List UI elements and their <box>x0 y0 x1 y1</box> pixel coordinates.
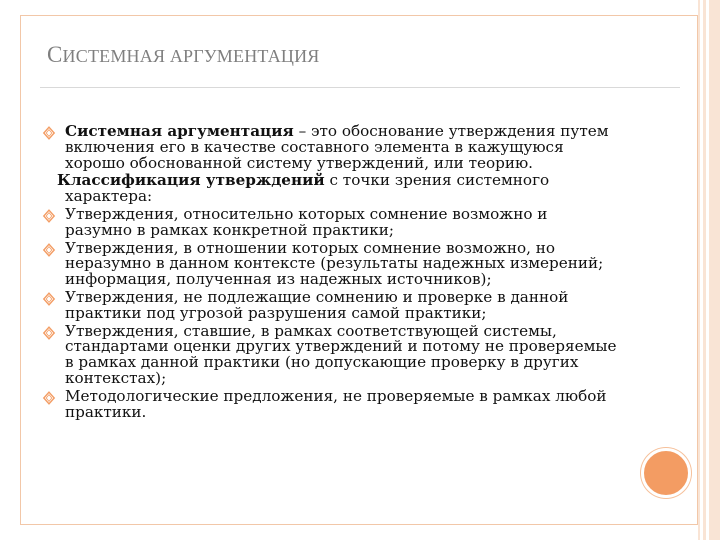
list-item-text: Утверждения, ставшие, в рамках соответствующей системы, стандартами оценки других утверждений и потому не проверяемые в рамках данной практики (но допускающие проверку в других контекстах); <box>65 321 617 387</box>
orange-circle-decoration <box>641 448 691 498</box>
list-item <box>42 321 617 387</box>
list-item <box>42 386 617 421</box>
title-initial: С <box>47 42 63 67</box>
classification-text-first: с точки зрения системного <box>324 171 550 190</box>
classification-text-second: характера: <box>65 187 153 206</box>
hollow-diamond-bullet-icon <box>42 243 56 257</box>
title-rest: ИСТЕМНАЯ АРГУМЕНТАЦИЯ <box>62 46 320 66</box>
intro-term: Системная аргументация <box>65 122 294 140</box>
list-item-text: Утверждения, не подлежащие сомнению и проверке в данной практики под угрозой разрушения самой практики; <box>65 287 569 322</box>
hollow-diamond-bullet-icon <box>42 209 56 223</box>
list-item <box>42 238 617 289</box>
intro-bullet <box>42 124 617 171</box>
title-divider <box>40 87 680 88</box>
intro-text: – это обоснование утверждения путем включения его в качестве составного элемента в кажущуюся хорошо обоснованной систему утверждений, или теорию. <box>65 122 609 172</box>
hollow-diamond-bullet-icon <box>42 391 56 405</box>
classification-line <box>42 173 617 205</box>
classification-heading: Классификация утверждений <box>57 171 325 190</box>
list-item-text: Утверждения, в отношении которых сомнение возможно, но неразумно в данном контексте (результаты надежных измерений; информация, полученная из надежных источников); <box>65 238 604 289</box>
page-title <box>47 41 320 69</box>
hollow-diamond-bullet-icon <box>42 326 56 340</box>
hollow-diamond-bullet-icon <box>42 126 56 140</box>
hollow-diamond-bullet-icon <box>42 292 56 306</box>
right-decorative-stripes <box>698 0 720 540</box>
slide-content <box>42 124 617 422</box>
list-item <box>42 204 617 239</box>
list-item-text: Методологические предложения, не проверяемые в рамках любой практики. <box>65 386 607 421</box>
list-item-text: Утверждения, относительно которых сомнение возможно и разумно в рамках конкретной практики; <box>65 204 548 239</box>
list-item <box>42 287 617 322</box>
